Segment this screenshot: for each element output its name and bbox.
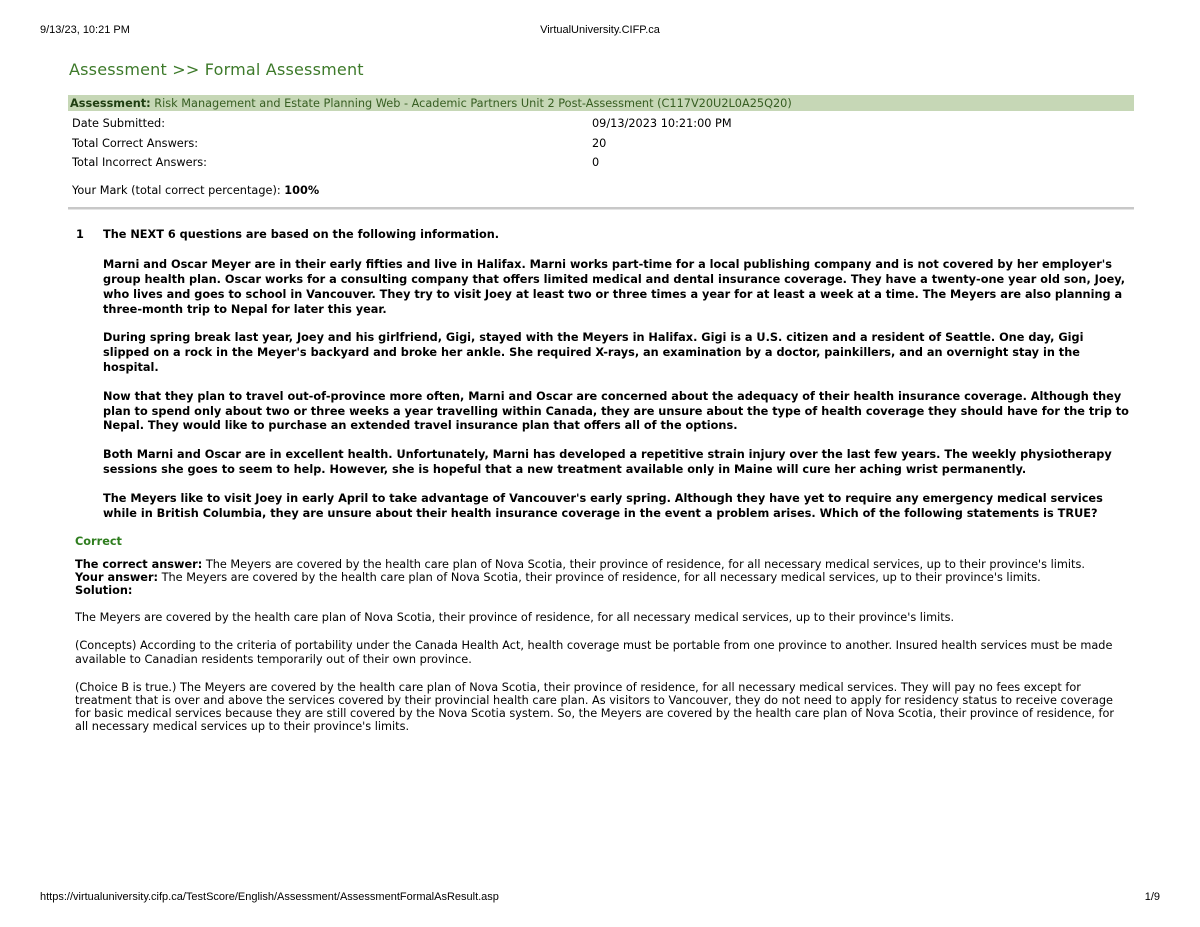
info-value: 20	[592, 136, 607, 150]
main-content	[68, 58, 1134, 749]
answer-status-badge: Correct	[75, 535, 122, 549]
question-1	[68, 228, 1134, 522]
question-paragraph: The Meyers like to visit Joey in early April to take advantage of Vancouver's early spring. Although they have yet to require any emergency medical services while in British Columbia, they are unsure about their health insurance coverage in the event a problem arises. Which of the following statements is TRUE?	[103, 491, 1103, 520]
info-row-date-submitted	[68, 115, 1134, 135]
question-paragraph: Now that they plan to travel out-of-province more often, Marni and Oscar are concerned about the adequacy of their health insurance coverage. Although they plan to spend only about two or three weeks a year travelling within Canada, they are unsure about the type of health coverage they should have for the trip to Nepal. They would like to purchase an extended travel insurance plan that offers all of the options.	[103, 389, 1129, 433]
correct-answer-label: The correct answer:	[75, 557, 203, 571]
correct-answer	[75, 558, 1120, 571]
info-label: Total Incorrect Answers:	[72, 156, 207, 169]
print-footer	[40, 891, 1160, 905]
print-datetime: 9/13/23, 10:21 PM	[40, 24, 130, 36]
print-header	[40, 24, 1160, 38]
print-site-title: VirtualUniversity.CIFP.ca	[540, 24, 660, 36]
assessment-label: Assessment:	[70, 97, 151, 110]
your-answer-label: Your answer:	[75, 570, 159, 584]
results-summary-table	[68, 115, 1134, 174]
breadcrumb: Assessment >> Formal Assessment	[69, 60, 364, 79]
question-paragraph: Both Marni and Oscar are in excellent health. Unfortunately, Marni has developed a repetitive strain injury over the last few years. The weekly physiotherapy sessions she goes to seem to help. However, she is hopeful that a new treatment available only in Maine will cure her aching wrist permanently.	[103, 448, 1112, 477]
page-number: 1/9	[1144, 891, 1160, 903]
question-paragraph: The NEXT 6 questions are based on the following information.	[103, 227, 500, 241]
info-label: Total Correct Answers:	[72, 136, 199, 150]
correct-answer-text: The Meyers are covered by the health care plan of Nova Scotia, their province of residence, for all necessary medical services, up to their province's limits.	[205, 557, 1085, 571]
question-paragraph: During spring break last year, Joey and his girlfriend, Gigi, stayed with the Meyers in Halifax. Gigi is a U.S. citizen and a resident of Seattle. One day, Gigi slipped on a rock in the Meyer's backyard and broke her ankle. She required X-rays, an examination by a doctor, painkillers, and an overnight stay in the hospital.	[103, 331, 1084, 375]
assessment-name: Risk Management and Estate Planning Web - Academic Partners Unit 2 Post-Assessment (C117V20U2L0A25Q20)	[154, 97, 792, 110]
mark-label: Your Mark (total correct percentage):	[72, 183, 281, 197]
solution-paragraph: (Choice B is true.) The Meyers are covered by the health care plan of Nova Scotia, their province of residence, for all necessary medical services. They will pay no fees except for treatment that is over and above the services covered by their provincial health care plan. As visitors to Vancouver, they do not need to apply for residency status to receive coverage for basic medical services because they are still covered by the Nova Scotia system. So, the Meyers are covered by the health care plan of Nova Scotia, their province of residence, for all necessary medical services up to their province's limits.	[75, 680, 1115, 734]
solution-heading: Solution:	[75, 584, 133, 598]
print-url: https://virtualuniversity.cifp.ca/TestScore/English/Assessment/AssessmentFormalAsResult.asp	[40, 891, 499, 903]
section-divider	[68, 207, 1134, 210]
mark-value: 100%	[284, 183, 320, 197]
info-label: Date Submitted:	[72, 117, 166, 130]
info-value: 09/13/2023 10:21:00 PM	[592, 117, 732, 130]
mark-line	[72, 184, 1134, 197]
your-answer	[75, 571, 1120, 584]
info-row-total-incorrect	[68, 154, 1134, 174]
assessment-title-bar	[68, 95, 1134, 111]
your-answer-text: The Meyers are covered by the health care plan of Nova Scotia, their province of residence, for all necessary medical services, up to their province's limits.	[161, 570, 1041, 584]
answer-block	[75, 535, 1120, 733]
question-number: 1	[76, 227, 84, 241]
question-paragraph: Marni and Oscar Meyer are in their early fifties and live in Halifax. Marni works part-time for a local publishing company and is not covered by her employer's group health plan. Oscar works for a consulting company that offers limited medical and dental insurance coverage. They have a twenty-one year old son, Joey, who lives and goes to school in Vancouver. They try to visit Joey at least two or three times a year for at least a week at a time. The Meyers are also planning a three-month trip to Nepal for later this year.	[103, 258, 1126, 316]
question-body	[103, 228, 1133, 522]
info-value: 0	[592, 156, 600, 169]
info-row-total-correct	[68, 135, 1134, 155]
solution-paragraph: (Concepts) According to the criteria of portability under the Canada Health Act, health coverage must be portable from one province to another. Insured health services must be made available to Canadian residents temporarily out of their own province.	[75, 639, 1113, 666]
solution-paragraph: The Meyers are covered by the health care plan of Nova Scotia, their province of residence, for all necessary medical services, up to their province's limits.	[75, 611, 955, 625]
